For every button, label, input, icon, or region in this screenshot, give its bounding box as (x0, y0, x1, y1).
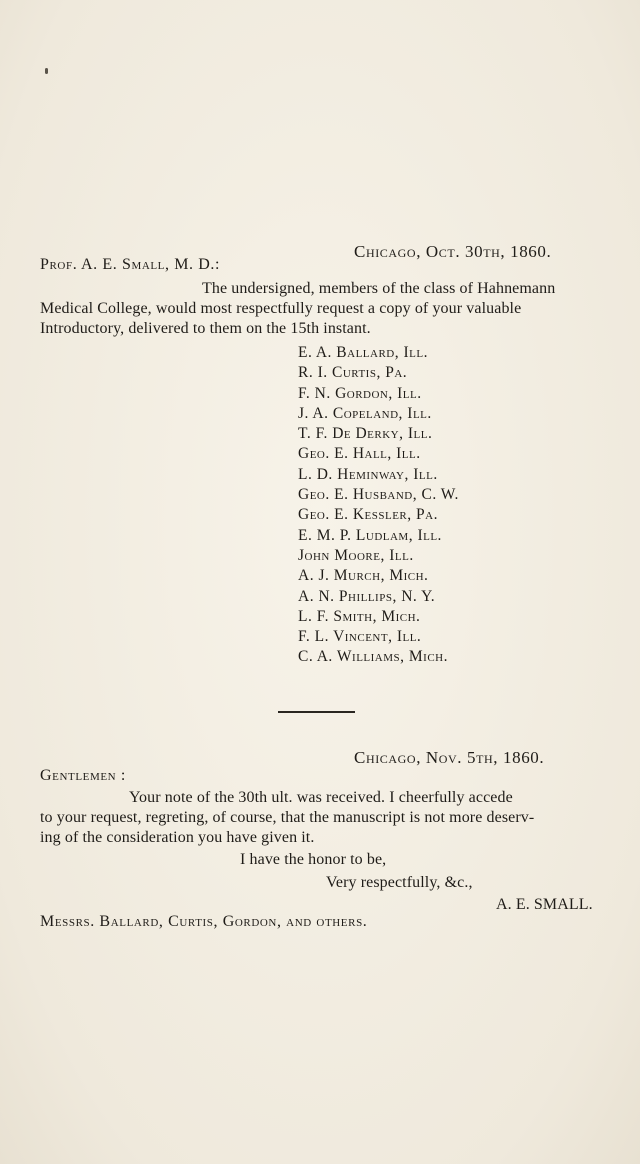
letter2-body-line-2: to your request, regreting, of course, that the manuscript is not more deserv- (40, 809, 535, 826)
section-divider (278, 711, 355, 713)
signatory: Geo. E. Hall, Ill. (298, 445, 421, 463)
signatory: E. A. Ballard, Ill. (298, 344, 428, 361)
letter1-body-line-1: The undersigned, members of the class of Hahnemann (202, 280, 556, 297)
signatory: E. M. P. Ludlam, Ill. (298, 526, 442, 544)
letter2-dateline: Chicago, Nov. 5th, 1860. (354, 748, 545, 767)
signatory: F. N. Gordon, Ill. (298, 384, 422, 402)
signatory: A. J. Murch, Mich. (298, 567, 429, 585)
print-speck (45, 68, 48, 74)
signatory: Geo. E. Husband, C. W. (298, 486, 459, 504)
letter2-addressees: Messrs. Ballard, Curtis, Gordon, and others. (40, 913, 368, 930)
signatory: C. A. Williams, Mich. (298, 648, 448, 666)
signatory: John Moore, Ill. (298, 546, 414, 564)
letter1-dateline: Chicago, Oct. 30th, 1860. (354, 242, 552, 261)
letter2-closing-2: Very respectfully, &c., (326, 874, 473, 891)
signatory: L. D. Heminway, Ill. (298, 465, 438, 483)
letter2-body-line-3: ing of the consideration you have given it. (40, 829, 315, 846)
signatory: A. N. Phillips, N. Y. (298, 587, 436, 605)
signatory: Geo. E. Kessler, Pa. (298, 506, 438, 524)
letter1-body-line-3: Introductory, delivered to them on the 15th instant. (40, 320, 371, 337)
signatories-list (298, 343, 459, 668)
signatory: F. L. Vincent, Ill. (298, 628, 422, 646)
letter2-closing-1: I have the honor to be, (240, 851, 387, 868)
signatory: T. F. De Derky, Ill. (298, 425, 433, 443)
signatory: J. A. Copeland, Ill. (298, 404, 432, 422)
letter2-body-line-1: Your note of the 30th ult. was received. I cheerfully accede (129, 789, 513, 806)
signatory: R. I. Curtis, Pa. (298, 364, 408, 382)
signatory: L. F. Smith, Mich. (298, 607, 421, 625)
letter2-signature: A. E. SMALL. (496, 896, 593, 913)
letter2-salutation: Gentlemen : (40, 767, 126, 784)
letter1-body-line-2: Medical College, would most respectfully request a copy of your valuable (40, 300, 522, 317)
letter1-recipient: Prof. A. E. Small, M. D.: (40, 256, 221, 273)
